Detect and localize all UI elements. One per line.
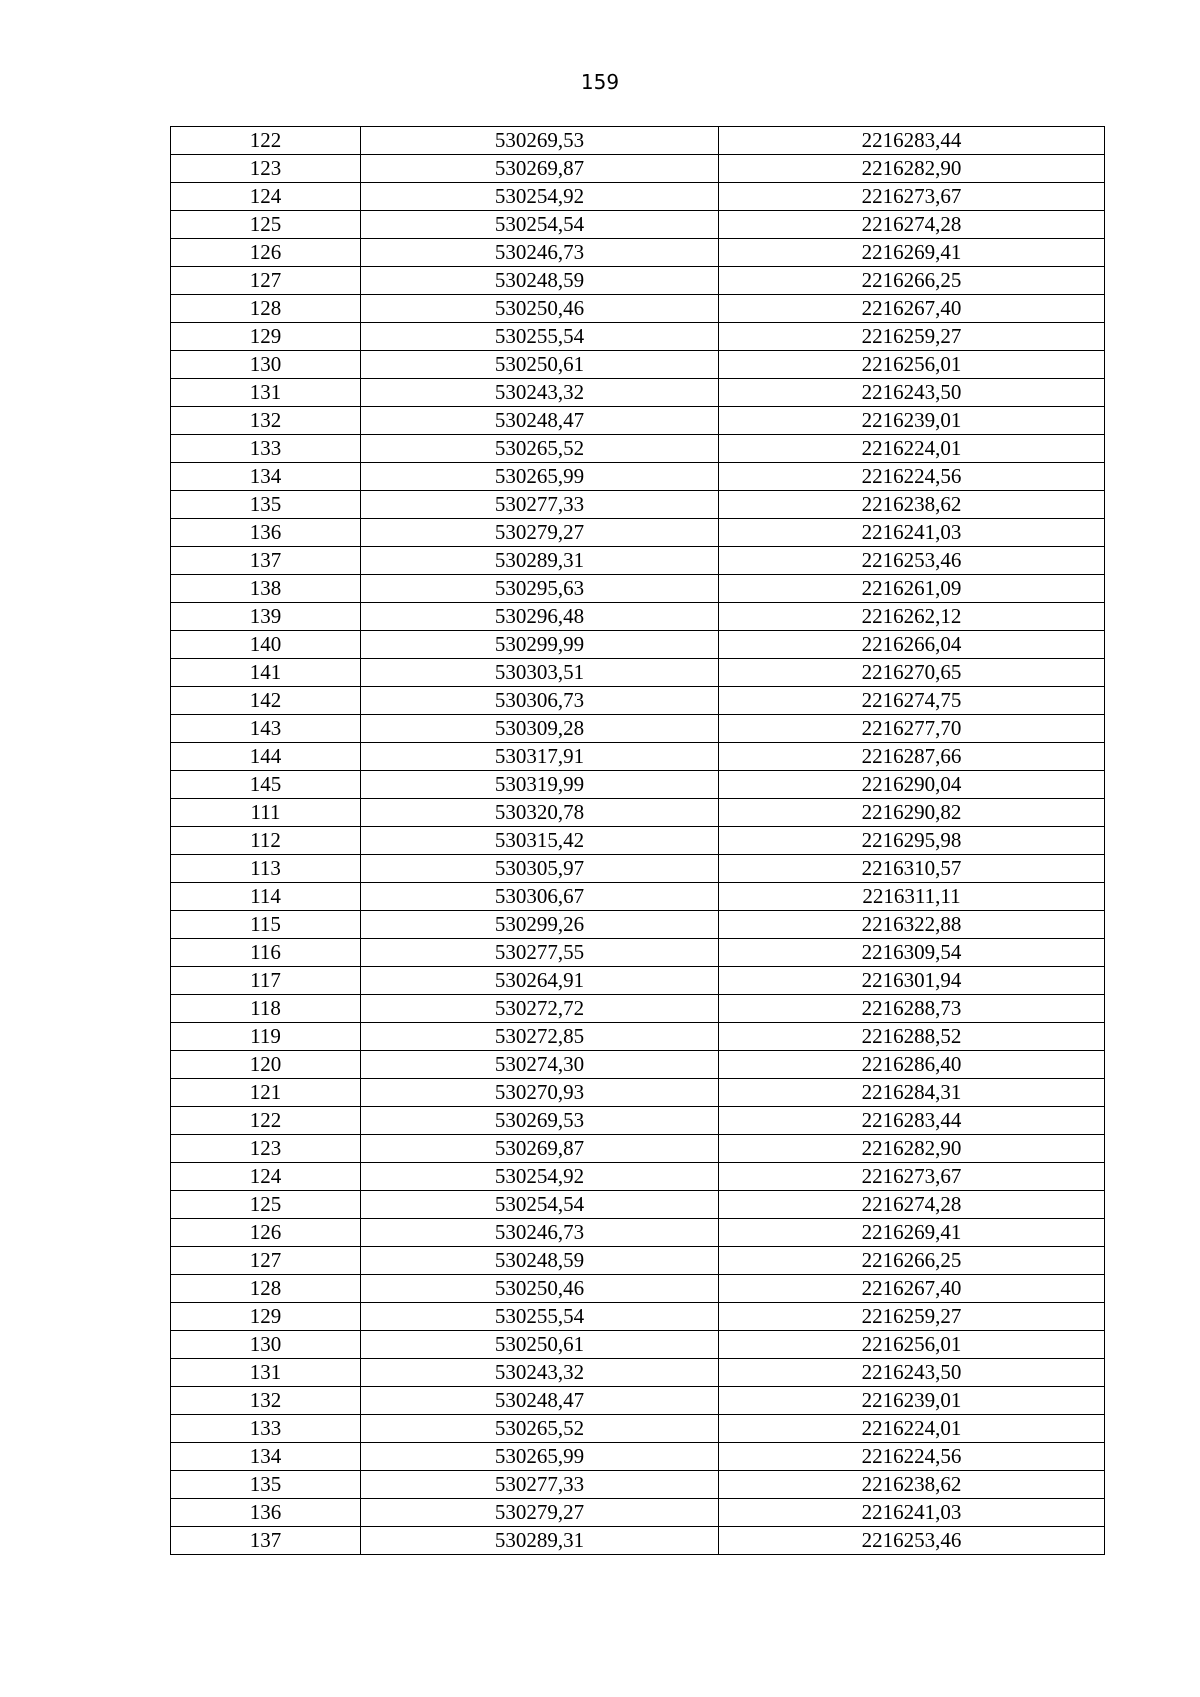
table-row [171,1023,1105,1051]
table-row [171,939,1105,967]
y-coordinate-cell: 2216288,73 [719,995,1105,1023]
x-coordinate-cell: 530319,99 [361,771,719,799]
y-coordinate-cell: 2216224,56 [719,1443,1105,1471]
x-coordinate-cell: 530305,97 [361,855,719,883]
table-row [171,1415,1105,1443]
y-coordinate-cell: 2216283,44 [719,127,1105,155]
table-row [171,995,1105,1023]
table-row [171,1275,1105,1303]
y-coordinate-cell: 2216267,40 [719,295,1105,323]
point-number-cell: 122 [171,1107,361,1135]
y-coordinate-cell: 2216261,09 [719,575,1105,603]
point-number-cell: 135 [171,491,361,519]
y-coordinate-cell: 2216274,28 [719,211,1105,239]
x-coordinate-cell: 530299,99 [361,631,719,659]
x-coordinate-cell: 530265,52 [361,1415,719,1443]
point-number-cell: 121 [171,1079,361,1107]
y-coordinate-cell: 2216270,65 [719,659,1105,687]
point-number-cell: 126 [171,239,361,267]
point-number-cell: 143 [171,715,361,743]
table-row [171,323,1105,351]
table-row [171,603,1105,631]
x-coordinate-cell: 530277,55 [361,939,719,967]
table-row [171,911,1105,939]
point-number-cell: 123 [171,155,361,183]
x-coordinate-cell: 530296,48 [361,603,719,631]
x-coordinate-cell: 530243,32 [361,379,719,407]
x-coordinate-cell: 530289,31 [361,1527,719,1555]
x-coordinate-cell: 530255,54 [361,1303,719,1331]
point-number-cell: 137 [171,547,361,575]
y-coordinate-cell: 2216253,46 [719,547,1105,575]
point-number-cell: 141 [171,659,361,687]
x-coordinate-cell: 530250,61 [361,351,719,379]
y-coordinate-cell: 2216287,66 [719,743,1105,771]
y-coordinate-cell: 2216266,25 [719,1247,1105,1275]
point-number-cell: 145 [171,771,361,799]
y-coordinate-cell: 2216290,82 [719,799,1105,827]
table-row [171,1107,1105,1135]
point-number-cell: 130 [171,1331,361,1359]
x-coordinate-cell: 530277,33 [361,491,719,519]
y-coordinate-cell: 2216282,90 [719,1135,1105,1163]
y-coordinate-cell: 2216288,52 [719,1023,1105,1051]
y-coordinate-cell: 2216239,01 [719,407,1105,435]
point-number-cell: 130 [171,351,361,379]
table-row [171,547,1105,575]
table-row [171,1443,1105,1471]
point-number-cell: 131 [171,379,361,407]
point-number-cell: 134 [171,463,361,491]
y-coordinate-cell: 2216238,62 [719,1471,1105,1499]
point-number-cell: 133 [171,435,361,463]
table-row [171,1079,1105,1107]
y-coordinate-cell: 2216241,03 [719,519,1105,547]
y-coordinate-cell: 2216224,56 [719,463,1105,491]
x-coordinate-cell: 530269,53 [361,127,719,155]
x-coordinate-cell: 530248,59 [361,267,719,295]
x-coordinate-cell: 530279,27 [361,519,719,547]
table-row [171,211,1105,239]
x-coordinate-cell: 530270,93 [361,1079,719,1107]
y-coordinate-cell: 2216241,03 [719,1499,1105,1527]
table-row [171,827,1105,855]
x-coordinate-cell: 530295,63 [361,575,719,603]
y-coordinate-cell: 2216256,01 [719,351,1105,379]
point-number-cell: 124 [171,1163,361,1191]
point-number-cell: 139 [171,603,361,631]
x-coordinate-cell: 530269,53 [361,1107,719,1135]
x-coordinate-cell: 530272,72 [361,995,719,1023]
coordinates-table [170,126,1105,1555]
table-row [171,1527,1105,1555]
point-number-cell: 133 [171,1415,361,1443]
x-coordinate-cell: 530265,52 [361,435,719,463]
x-coordinate-cell: 530265,99 [361,463,719,491]
x-coordinate-cell: 530272,85 [361,1023,719,1051]
y-coordinate-cell: 2216274,28 [719,1191,1105,1219]
table-row [171,1247,1105,1275]
point-number-cell: 120 [171,1051,361,1079]
table-row [171,267,1105,295]
y-coordinate-cell: 2216273,67 [719,183,1105,211]
point-number-cell: 116 [171,939,361,967]
y-coordinate-cell: 2216243,50 [719,1359,1105,1387]
point-number-cell: 127 [171,1247,361,1275]
y-coordinate-cell: 2216301,94 [719,967,1105,995]
point-number-cell: 144 [171,743,361,771]
y-coordinate-cell: 2216267,40 [719,1275,1105,1303]
y-coordinate-cell: 2216277,70 [719,715,1105,743]
table-row [171,1163,1105,1191]
table-row [171,491,1105,519]
y-coordinate-cell: 2216238,62 [719,491,1105,519]
point-number-cell: 123 [171,1135,361,1163]
page-number: 159 [580,70,620,94]
x-coordinate-cell: 530320,78 [361,799,719,827]
table-row [171,155,1105,183]
point-number-cell: 125 [171,211,361,239]
point-number-cell: 132 [171,407,361,435]
x-coordinate-cell: 530255,54 [361,323,719,351]
x-coordinate-cell: 530309,28 [361,715,719,743]
point-number-cell: 113 [171,855,361,883]
x-coordinate-cell: 530248,59 [361,1247,719,1275]
x-coordinate-cell: 530269,87 [361,1135,719,1163]
y-coordinate-cell: 2216309,54 [719,939,1105,967]
table-row [171,1387,1105,1415]
table-row [171,127,1105,155]
table-row [171,967,1105,995]
point-number-cell: 129 [171,323,361,351]
point-number-cell: 142 [171,687,361,715]
point-number-cell: 111 [171,799,361,827]
x-coordinate-cell: 530277,33 [361,1471,719,1499]
x-coordinate-cell: 530248,47 [361,407,719,435]
y-coordinate-cell: 2216262,12 [719,603,1105,631]
y-coordinate-cell: 2216259,27 [719,1303,1105,1331]
x-coordinate-cell: 530243,32 [361,1359,719,1387]
table-row [171,659,1105,687]
point-number-cell: 114 [171,883,361,911]
table-row [171,883,1105,911]
y-coordinate-cell: 2216310,57 [719,855,1105,883]
y-coordinate-cell: 2216283,44 [719,1107,1105,1135]
table-row [171,435,1105,463]
y-coordinate-cell: 2216269,41 [719,239,1105,267]
point-number-cell: 118 [171,995,361,1023]
x-coordinate-cell: 530317,91 [361,743,719,771]
table-row [171,239,1105,267]
point-number-cell: 128 [171,1275,361,1303]
table-row [171,463,1105,491]
table-row [171,1135,1105,1163]
y-coordinate-cell: 2216243,50 [719,379,1105,407]
y-coordinate-cell: 2216224,01 [719,435,1105,463]
table-row [171,715,1105,743]
x-coordinate-cell: 530250,46 [361,1275,719,1303]
x-coordinate-cell: 530264,91 [361,967,719,995]
x-coordinate-cell: 530254,54 [361,211,719,239]
y-coordinate-cell: 2216224,01 [719,1415,1105,1443]
table-row [171,631,1105,659]
point-number-cell: 132 [171,1387,361,1415]
table-row [171,295,1105,323]
y-coordinate-cell: 2216259,27 [719,323,1105,351]
table-row [171,855,1105,883]
table-row [171,687,1105,715]
y-coordinate-cell: 2216239,01 [719,1387,1105,1415]
x-coordinate-cell: 530269,87 [361,155,719,183]
point-number-cell: 127 [171,267,361,295]
x-coordinate-cell: 530306,67 [361,883,719,911]
x-coordinate-cell: 530303,51 [361,659,719,687]
y-coordinate-cell: 2216311,11 [719,883,1105,911]
table-row [171,407,1105,435]
y-coordinate-cell: 2216322,88 [719,911,1105,939]
point-number-cell: 115 [171,911,361,939]
x-coordinate-cell: 530246,73 [361,239,719,267]
y-coordinate-cell: 2216266,04 [719,631,1105,659]
y-coordinate-cell: 2216282,90 [719,155,1105,183]
y-coordinate-cell: 2216286,40 [719,1051,1105,1079]
table-row [171,379,1105,407]
point-number-cell: 126 [171,1219,361,1247]
x-coordinate-cell: 530250,46 [361,295,719,323]
y-coordinate-cell: 2216269,41 [719,1219,1105,1247]
point-number-cell: 135 [171,1471,361,1499]
table-row [171,1359,1105,1387]
x-coordinate-cell: 530254,92 [361,1163,719,1191]
point-number-cell: 122 [171,127,361,155]
table-row [171,1051,1105,1079]
point-number-cell: 136 [171,1499,361,1527]
table-row [171,771,1105,799]
y-coordinate-cell: 2216256,01 [719,1331,1105,1359]
table-row [171,519,1105,547]
table-row [171,1471,1105,1499]
y-coordinate-cell: 2216284,31 [719,1079,1105,1107]
point-number-cell: 117 [171,967,361,995]
x-coordinate-cell: 530254,92 [361,183,719,211]
table-row [171,351,1105,379]
y-coordinate-cell: 2216253,46 [719,1527,1105,1555]
coordinates-table-body [171,127,1105,1555]
x-coordinate-cell: 530289,31 [361,547,719,575]
y-coordinate-cell: 2216274,75 [719,687,1105,715]
point-number-cell: 131 [171,1359,361,1387]
table-row [171,1219,1105,1247]
y-coordinate-cell: 2216295,98 [719,827,1105,855]
table-row [171,1331,1105,1359]
point-number-cell: 140 [171,631,361,659]
table-row [171,575,1105,603]
y-coordinate-cell: 2216266,25 [719,267,1105,295]
point-number-cell: 138 [171,575,361,603]
x-coordinate-cell: 530246,73 [361,1219,719,1247]
x-coordinate-cell: 530315,42 [361,827,719,855]
point-number-cell: 137 [171,1527,361,1555]
x-coordinate-cell: 530265,99 [361,1443,719,1471]
table-row [171,743,1105,771]
table-row [171,1499,1105,1527]
point-number-cell: 129 [171,1303,361,1331]
point-number-cell: 119 [171,1023,361,1051]
table-row [171,1303,1105,1331]
table-row [171,183,1105,211]
point-number-cell: 134 [171,1443,361,1471]
point-number-cell: 124 [171,183,361,211]
x-coordinate-cell: 530250,61 [361,1331,719,1359]
x-coordinate-cell: 530279,27 [361,1499,719,1527]
y-coordinate-cell: 2216290,04 [719,771,1105,799]
x-coordinate-cell: 530299,26 [361,911,719,939]
table-row [171,1191,1105,1219]
point-number-cell: 128 [171,295,361,323]
point-number-cell: 125 [171,1191,361,1219]
x-coordinate-cell: 530306,73 [361,687,719,715]
table-row [171,799,1105,827]
x-coordinate-cell: 530248,47 [361,1387,719,1415]
y-coordinate-cell: 2216273,67 [719,1163,1105,1191]
x-coordinate-cell: 530254,54 [361,1191,719,1219]
x-coordinate-cell: 530274,30 [361,1051,719,1079]
point-number-cell: 136 [171,519,361,547]
point-number-cell: 112 [171,827,361,855]
